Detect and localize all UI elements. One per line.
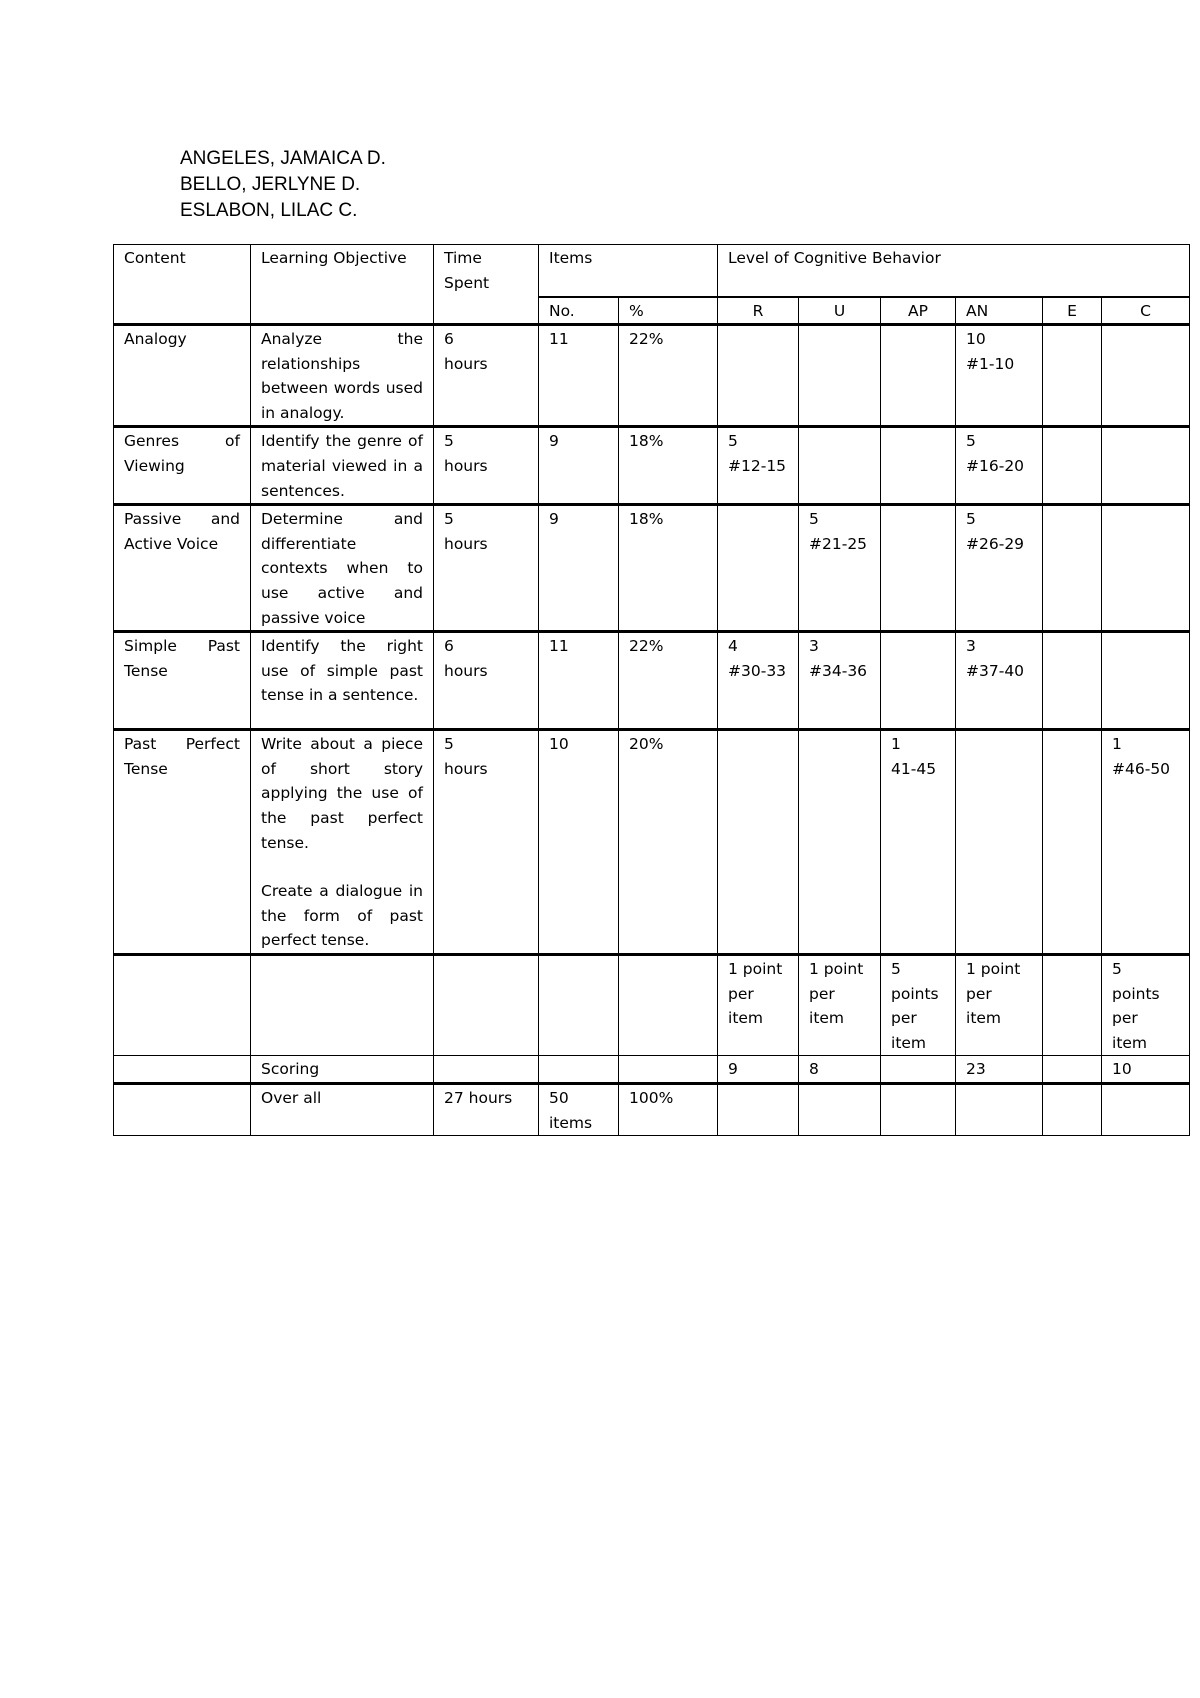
an-cell: 3 #37-40 (956, 632, 1043, 730)
header-objective: Learning Objective (251, 245, 434, 325)
ap-cell (881, 632, 956, 730)
objective-text: Create a dialogue in the form of past perfect tense. (261, 882, 423, 950)
table-row (114, 505, 1190, 632)
header-u: U (799, 297, 881, 325)
u-cell (799, 325, 881, 427)
author-name: ANGELES, JAMAICA D. (180, 148, 386, 169)
objective-cell (251, 730, 434, 955)
an-cell (956, 730, 1043, 955)
time-cell: 5 hours (434, 505, 539, 632)
pct-cell: 18% (619, 427, 718, 505)
time-cell: 6 hours (434, 325, 539, 427)
scoring-an: 23 (956, 1056, 1043, 1084)
scoring-u: 8 (799, 1056, 881, 1084)
c-cell: 1 #46-50 (1102, 730, 1190, 955)
scoring-ap (881, 1056, 956, 1084)
ap-cell (881, 325, 956, 427)
e-cell (1043, 325, 1102, 427)
overall-time: 27 hours (434, 1083, 539, 1135)
c-cell (1102, 427, 1190, 505)
r-cell (718, 730, 799, 955)
points-ap: 5 points per item (881, 954, 956, 1055)
overall-row (114, 1083, 1190, 1135)
header-row (114, 245, 1190, 297)
header-ap: AP (881, 297, 956, 325)
objective-cell: Analyze the relationships between words used in analogy. (251, 325, 434, 427)
header-level: Level of Cognitive Behavior (718, 245, 1190, 297)
ap-cell (881, 427, 956, 505)
e-cell (1043, 505, 1102, 632)
points-c: 5 points per item (1102, 954, 1190, 1055)
time-cell: 6 hours (434, 632, 539, 730)
table-row (114, 632, 1190, 730)
e-cell (1043, 730, 1102, 955)
header-c: C (1102, 297, 1190, 325)
overall-label: Over all (251, 1083, 434, 1135)
pct-cell: 22% (619, 632, 718, 730)
header-r: R (718, 297, 799, 325)
scoring-row (114, 1056, 1190, 1084)
overall-pct: 100% (619, 1083, 718, 1135)
objective-cell: Identify the right use of simple past tense in a sentence. (251, 632, 434, 730)
objective-text: Write about a piece of short story applying the use of the past perfect tense. (261, 735, 423, 852)
e-cell (1043, 427, 1102, 505)
no-cell: 11 (539, 325, 619, 427)
c-cell (1102, 505, 1190, 632)
ap-cell: 1 41-45 (881, 730, 956, 955)
header-time-spent: Time Spent (434, 245, 539, 325)
pct-cell: 20% (619, 730, 718, 955)
ap-cell (881, 505, 956, 632)
time-cell: 5 hours (434, 730, 539, 955)
points-r: 1 point per item (718, 954, 799, 1055)
content-cell: Passive and Active Voice (114, 505, 251, 632)
table-row (114, 730, 1190, 955)
pct-cell: 18% (619, 505, 718, 632)
points-an: 1 point per item (956, 954, 1043, 1055)
no-cell: 11 (539, 632, 619, 730)
c-cell (1102, 632, 1190, 730)
header-an: AN (956, 297, 1043, 325)
header-e: E (1043, 297, 1102, 325)
header-no: No. (539, 297, 619, 325)
author-name: ESLABON, LILAC C. (180, 200, 358, 221)
author-names (180, 146, 386, 224)
table-of-specifications (113, 244, 1190, 1136)
header-content: Content (114, 245, 251, 325)
objective-cell: Determine and differentiate contexts when to use active and passive voice (251, 505, 434, 632)
r-cell (718, 505, 799, 632)
table-row (114, 427, 1190, 505)
u-cell (799, 427, 881, 505)
no-cell: 9 (539, 505, 619, 632)
points-row (114, 954, 1190, 1055)
author-name: BELLO, JERLYNE D. (180, 174, 361, 195)
header-items: Items (539, 245, 718, 297)
r-cell: 4 #30-33 (718, 632, 799, 730)
content-cell: Simple Past Tense (114, 632, 251, 730)
objective-cell: Identify the genre of material viewed in a sentences. (251, 427, 434, 505)
r-cell (718, 325, 799, 427)
an-cell: 5 #26-29 (956, 505, 1043, 632)
content-cell: Analogy (114, 325, 251, 427)
table-row (114, 325, 1190, 427)
scoring-e (1043, 1056, 1102, 1084)
scoring-c: 10 (1102, 1056, 1190, 1084)
scoring-r: 9 (718, 1056, 799, 1084)
points-u: 1 point per item (799, 954, 881, 1055)
overall-no: 50 items (539, 1083, 619, 1135)
time-cell: 5 hours (434, 427, 539, 505)
content-cell: Past Perfect Tense (114, 730, 251, 955)
content-cell: Genres of Viewing (114, 427, 251, 505)
an-cell: 5 #16-20 (956, 427, 1043, 505)
r-cell: 5 #12-15 (718, 427, 799, 505)
no-cell: 10 (539, 730, 619, 955)
no-cell: 9 (539, 427, 619, 505)
points-e (1043, 954, 1102, 1055)
c-cell (1102, 325, 1190, 427)
e-cell (1043, 632, 1102, 730)
u-cell: 3 #34-36 (799, 632, 881, 730)
an-cell: 10 #1-10 (956, 325, 1043, 427)
pct-cell: 22% (619, 325, 718, 427)
u-cell: 5 #21-25 (799, 505, 881, 632)
u-cell (799, 730, 881, 955)
header-pct: % (619, 297, 718, 325)
scoring-label: Scoring (251, 1056, 434, 1084)
